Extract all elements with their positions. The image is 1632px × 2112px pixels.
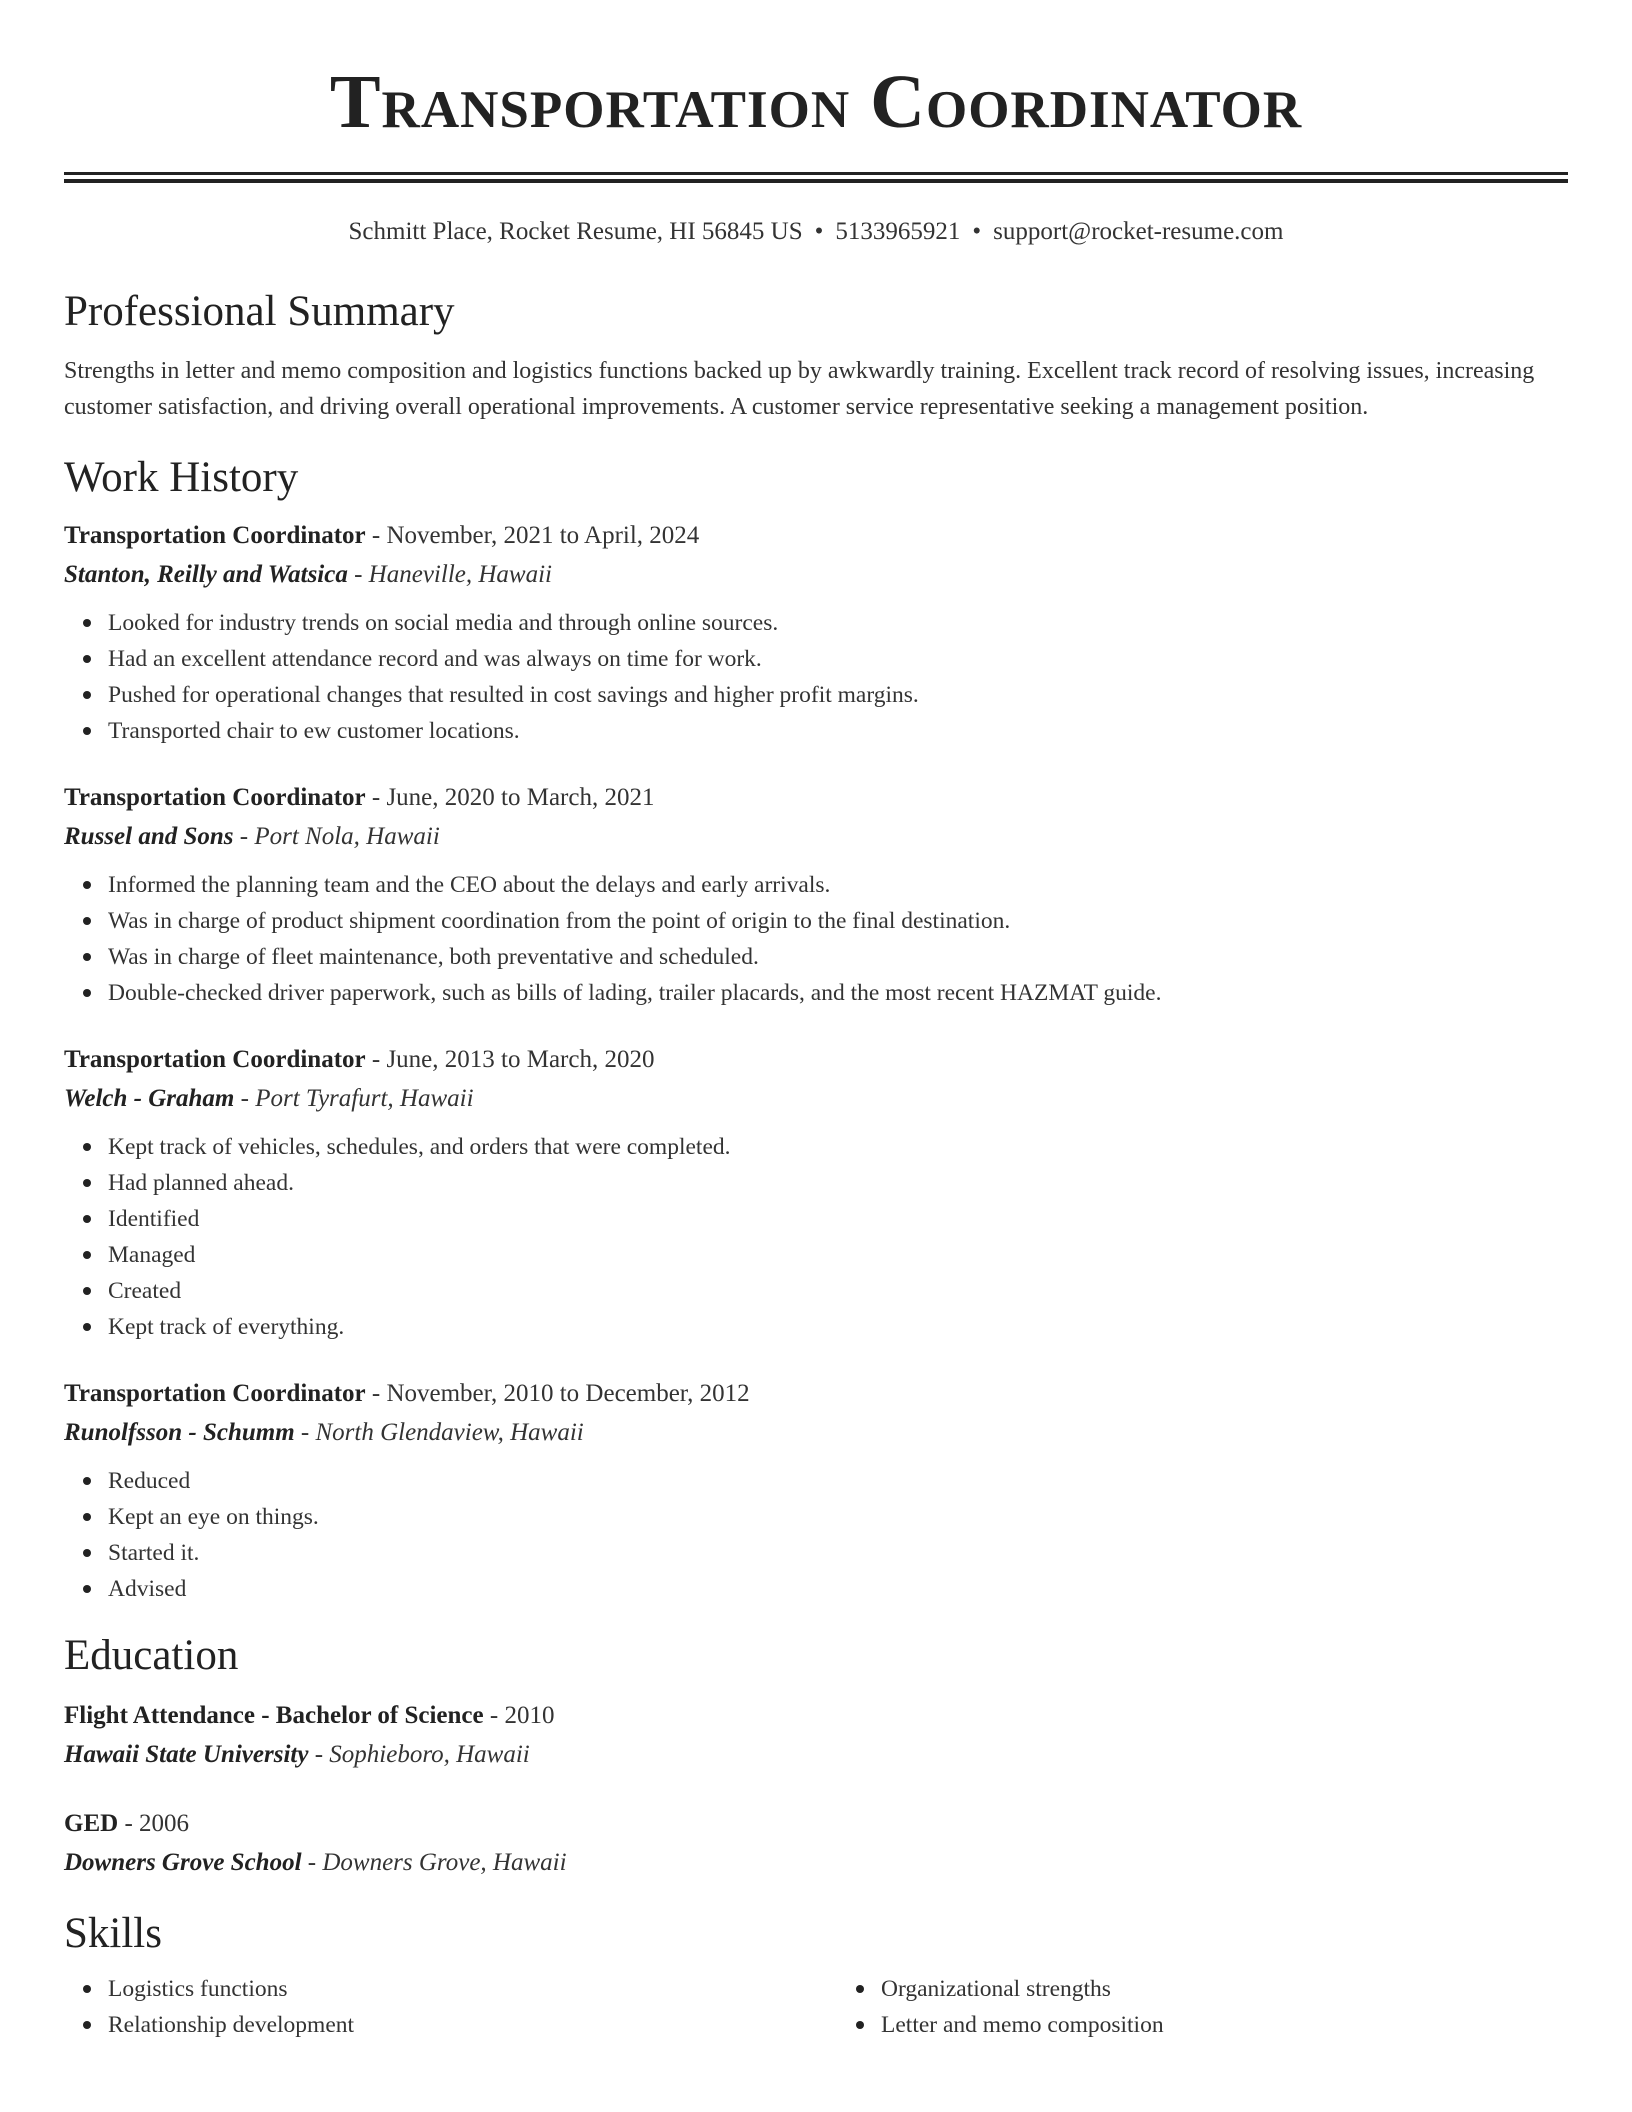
skills-column-left	[64, 1971, 795, 2043]
degree-year: - 2010	[483, 1702, 555, 1729]
company-name: Runolfsson - Schumm	[64, 1419, 295, 1446]
duty-item: Looked for industry trends on social media and through online sources.	[108, 605, 1568, 641]
company-location: - Haneville, Hawaii	[347, 561, 552, 588]
duty-item: Had planned ahead.	[108, 1165, 1568, 1201]
degree-name: GED	[64, 1810, 119, 1837]
job-duties	[64, 605, 1568, 749]
skills-list	[64, 1971, 1568, 2043]
duty-item: Kept track of everything.	[108, 1309, 1568, 1345]
company-location: - Port Tyrafurt, Hawaii	[234, 1085, 474, 1112]
job-role: Transportation Coordinator	[64, 1380, 366, 1407]
job-entry	[64, 517, 1568, 749]
education-heading: Education	[64, 1632, 239, 1679]
contact-address: Schmitt Place, Rocket Resume, HI 56845 US	[348, 218, 803, 245]
company-name: Stanton, Reilly and Watsica	[64, 561, 348, 588]
contact-separator: •	[972, 218, 982, 245]
job-role: Transportation Coordinator	[64, 784, 366, 811]
duty-item: Created	[108, 1273, 1568, 1309]
contact-phone: 5133965921	[835, 218, 961, 245]
job-title-line	[64, 1375, 1568, 1413]
summary-text: Strengths in letter and memo composition and logistics functions backed up by awkwardly training. Excellent track record of resolving issues, increasing customer satisfaction, and driving overall operational improvements. A customer service representative seeking a management position.	[64, 358, 1535, 420]
duty-item: Identified	[108, 1201, 1568, 1237]
company-line	[64, 1079, 1568, 1119]
duty-item: Kept an eye on things.	[108, 1499, 1568, 1535]
job-dates: - June, 2020 to March, 2021	[365, 784, 655, 811]
skill-item: Relationship development	[108, 2007, 795, 2043]
duty-item: Was in charge of product shipment coordination from the point of origin to the final destination.	[108, 903, 1568, 939]
work-history-heading: Work History	[64, 454, 299, 501]
skill-item: Logistics functions	[108, 1971, 795, 2007]
job-duties	[64, 1129, 1568, 1345]
job-dates: - November, 2010 to December, 2012	[365, 1380, 750, 1407]
company-line	[64, 1413, 1568, 1453]
company-location: - North Glendaview, Hawaii	[294, 1419, 584, 1446]
job-dates: - November, 2021 to April, 2024	[365, 522, 700, 549]
company-name: Welch - Graham	[64, 1085, 235, 1112]
skill-item: Organizational strengths	[881, 1971, 1568, 2007]
job-role: Transportation Coordinator	[64, 1046, 366, 1073]
school-location: - Sophieboro, Hawaii	[308, 1741, 530, 1768]
resume-name: Transportation Coordinator	[329, 60, 1303, 144]
job-dates: - June, 2013 to March, 2020	[365, 1046, 655, 1073]
resume-page	[64, 0, 1568, 2043]
duty-item: Informed the planning team and the CEO about the delays and early arrivals.	[108, 867, 1568, 903]
duty-item: Managed	[108, 1237, 1568, 1273]
degree-line	[64, 1805, 1568, 1843]
duty-item: Double-checked driver paperwork, such as bills of lading, trailer placards, and the most recent HAZMAT guide.	[108, 975, 1568, 1011]
duty-item: Started it.	[108, 1535, 1568, 1571]
job-entry	[64, 779, 1568, 1011]
contact-separator: •	[814, 218, 824, 245]
school-name: Downers Grove School	[64, 1849, 302, 1876]
education-entry	[64, 1805, 1568, 1883]
duty-item: Transported chair to ew customer locations.	[108, 713, 1568, 749]
degree-line	[64, 1697, 1568, 1735]
education-entry	[64, 1697, 1568, 1775]
job-duties	[64, 867, 1568, 1011]
company-line	[64, 817, 1568, 857]
company-line	[64, 555, 1568, 595]
school-line	[64, 1735, 1568, 1775]
job-title-line	[64, 517, 1568, 555]
job-title-line	[64, 1041, 1568, 1079]
summary-heading: Professional Summary	[64, 288, 455, 335]
school-name: Hawaii State University	[64, 1741, 309, 1768]
contact-email: support@rocket-resume.com	[993, 218, 1284, 245]
job-title-line	[64, 779, 1568, 817]
company-location: - Port Nola, Hawaii	[233, 823, 440, 850]
job-entry	[64, 1375, 1568, 1607]
degree-name: Flight Attendance - Bachelor of Science	[64, 1702, 484, 1729]
duty-item: Reduced	[108, 1463, 1568, 1499]
duty-item: Pushed for operational changes that resulted in cost savings and higher profit margins.	[108, 677, 1568, 713]
job-role: Transportation Coordinator	[64, 522, 366, 549]
skills-heading: Skills	[64, 1910, 162, 1957]
company-name: Russel and Sons	[64, 823, 234, 850]
school-line	[64, 1843, 1568, 1883]
school-location: - Downers Grove, Hawaii	[301, 1849, 567, 1876]
duty-item: Kept track of vehicles, schedules, and orders that were completed.	[108, 1129, 1568, 1165]
job-entry	[64, 1041, 1568, 1345]
duty-item: Had an excellent attendance record and was always on time for work.	[108, 641, 1568, 677]
degree-year: - 2006	[118, 1810, 190, 1837]
duty-item: Was in charge of fleet maintenance, both preventative and scheduled.	[108, 939, 1568, 975]
header-divider	[64, 172, 1568, 183]
job-duties	[64, 1463, 1568, 1607]
duty-item: Advised	[108, 1571, 1568, 1607]
skills-column-right	[837, 1971, 1568, 2043]
contact-line	[64, 217, 1568, 247]
skill-item: Letter and memo composition	[881, 2007, 1568, 2043]
